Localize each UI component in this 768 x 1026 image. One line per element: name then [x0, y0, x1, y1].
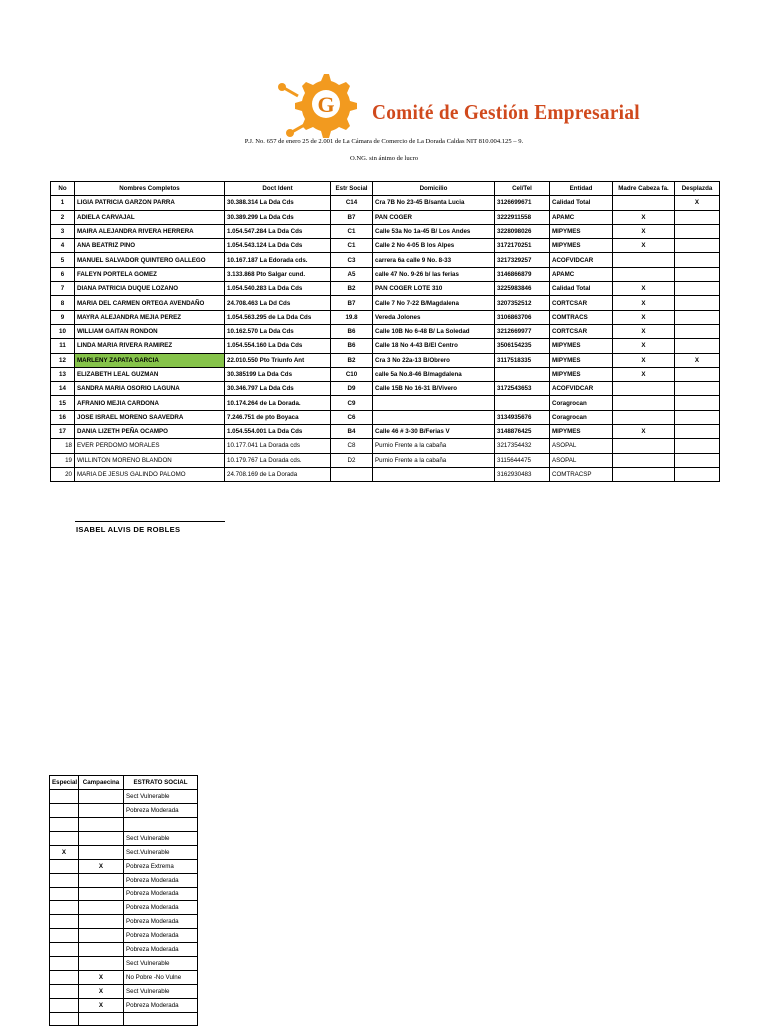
- table-cell: C10: [331, 367, 373, 381]
- table-cell: 10.167.187 La Edorada cds.: [225, 253, 331, 267]
- table-row: [51, 396, 720, 410]
- side-table-cell: Pobreza Moderada: [124, 873, 198, 887]
- table-cell: [613, 267, 675, 281]
- table-row: [51, 339, 720, 353]
- table-cell: calle 5a No.8-46 B/magdalena: [373, 367, 495, 381]
- side-table-cell: Pobreza Moderada: [124, 887, 198, 901]
- side-col-header: ESTRATO SOCIAL: [124, 776, 198, 790]
- table-cell: [613, 467, 675, 481]
- gear-logo-icon: [276, 66, 372, 140]
- side-header-row: [50, 776, 198, 790]
- table-cell: D2: [331, 453, 373, 467]
- side-table-row: [50, 943, 198, 957]
- table-cell: WILLINTON MORENO BLANDON: [75, 453, 225, 467]
- table-cell: [675, 367, 720, 381]
- table-header-row: [51, 182, 720, 196]
- table-row: [51, 439, 720, 453]
- side-table-cell: [50, 859, 79, 873]
- table-cell: Calle 46 # 3-30 B/Ferias V: [373, 425, 495, 439]
- table-cell: 8: [51, 296, 75, 310]
- side-table-row: [50, 845, 198, 859]
- side-table-cell: [79, 943, 124, 957]
- table-cell: 10.162.570 La Dda Cds: [225, 324, 331, 338]
- table-cell: 13: [51, 367, 75, 381]
- side-table-cell: [50, 970, 79, 984]
- side-table-row: [50, 915, 198, 929]
- signature-line: [75, 521, 225, 522]
- table-cell: MIPYMES: [550, 239, 613, 253]
- table-row: [51, 382, 720, 396]
- side-table-cell: [50, 887, 79, 901]
- table-cell: JOSE ISRAEL MORENO SAAVEDRA: [75, 410, 225, 424]
- table-cell: Calidad Total: [550, 196, 613, 210]
- side-table-cell: [50, 818, 79, 832]
- side-table-cell: [79, 929, 124, 943]
- table-cell: MARIA DE JESUS GALINDO PALOMO: [75, 467, 225, 481]
- table-cell: [373, 410, 495, 424]
- table-row: [51, 467, 720, 481]
- table-cell: C3: [331, 253, 373, 267]
- table-cell: 24.708.463 La Dd Cds: [225, 296, 331, 310]
- table-cell: [495, 367, 550, 381]
- table-cell: X: [613, 296, 675, 310]
- side-table-cell: X: [79, 984, 124, 998]
- table-row: [51, 239, 720, 253]
- table-cell: 22.010.550 Pto Triunfo Ant: [225, 353, 331, 367]
- col-header: Nombres Completos: [75, 182, 225, 196]
- table-cell: [675, 324, 720, 338]
- table-cell: 15: [51, 396, 75, 410]
- table-cell: [675, 310, 720, 324]
- svg-text:G: G: [317, 92, 335, 117]
- table-cell: ACOFVIDCAR: [550, 253, 613, 267]
- side-table-cell: [79, 956, 124, 970]
- side-table-cell: [79, 818, 124, 832]
- table-cell: 3506154235: [495, 339, 550, 353]
- table-cell: 1.054.563.295 de La Dda Cds: [225, 310, 331, 324]
- side-table-cell: X: [79, 859, 124, 873]
- table-cell: 16: [51, 410, 75, 424]
- table-cell: MAYRA ALEJANDRA MEJIA PEREZ: [75, 310, 225, 324]
- table-cell: Cra 7B No 23-45 B/santa Lucia: [373, 196, 495, 210]
- table-cell: 3172170251: [495, 239, 550, 253]
- table-cell: ELIZABETH LEAL GUZMAN: [75, 367, 225, 381]
- col-header: Entidad: [550, 182, 613, 196]
- members-table: [50, 181, 720, 482]
- table-cell: DIANA PATRICIA DUQUE LOZANO: [75, 282, 225, 296]
- side-table-cell: [50, 901, 79, 915]
- side-table-cell: No Pobre -No Vulne: [124, 970, 198, 984]
- side-table-row: [50, 790, 198, 804]
- table-cell: 1.054.540.283 La Dda Cds: [225, 282, 331, 296]
- table-cell: X: [613, 210, 675, 224]
- table-cell: B6: [331, 324, 373, 338]
- table-cell: [675, 282, 720, 296]
- table-cell: 3228098026: [495, 224, 550, 238]
- estrato-table: [49, 775, 198, 1026]
- table-cell: [675, 396, 720, 410]
- table-cell: X: [613, 353, 675, 367]
- table-cell: [613, 253, 675, 267]
- table-cell: Calle 15B No 16-31 B/Vivero: [373, 382, 495, 396]
- table-row: [51, 410, 720, 424]
- side-table-cell: [50, 943, 79, 957]
- side-table-cell: [50, 998, 79, 1012]
- table-cell: X: [675, 196, 720, 210]
- side-table-cell: [50, 873, 79, 887]
- side-col-header: Campaecina: [79, 776, 124, 790]
- table-cell: AFRANIO MEJIA CARDONA: [75, 396, 225, 410]
- table-cell: Calle 7 No 7-22 B/Magdalena: [373, 296, 495, 310]
- table-cell: B6: [331, 339, 373, 353]
- table-cell: 10: [51, 324, 75, 338]
- table-cell: carrera 6a calle 9 No. 8-33: [373, 253, 495, 267]
- table-cell: A5: [331, 267, 373, 281]
- side-table-cell: Sect Vulnerable: [124, 790, 198, 804]
- side-table-cell: X: [79, 998, 124, 1012]
- side-table-cell: [50, 984, 79, 998]
- table-cell: [373, 467, 495, 481]
- table-cell: ANA BEATRIZ PINO: [75, 239, 225, 253]
- table-row: [51, 210, 720, 224]
- table-cell: 30.385199 La Dda Cds: [225, 367, 331, 381]
- table-cell: 1.054.554.001 La Dda Cds: [225, 425, 331, 439]
- table-cell: 3225983846: [495, 282, 550, 296]
- table-cell: [613, 396, 675, 410]
- table-cell: Calle 18 No 4-43 B/El Centro: [373, 339, 495, 353]
- table-cell: C1: [331, 224, 373, 238]
- table-cell: 3207352512: [495, 296, 550, 310]
- table-cell: 3: [51, 224, 75, 238]
- table-cell: [675, 267, 720, 281]
- table-cell: 19: [51, 453, 75, 467]
- table-cell: EVER PERDOMO MORALES: [75, 439, 225, 453]
- table-cell: Coragrocan: [550, 396, 613, 410]
- table-cell: 3106863706: [495, 310, 550, 324]
- table-cell: 1: [51, 196, 75, 210]
- table-cell: [675, 224, 720, 238]
- table-cell: ASOPAL: [550, 453, 613, 467]
- table-cell: Calle 10B No 6-48 B/ La Soledad: [373, 324, 495, 338]
- side-table-row: [50, 831, 198, 845]
- table-cell: COMTRACSP: [550, 467, 613, 481]
- table-cell: 2: [51, 210, 75, 224]
- table-cell: [613, 439, 675, 453]
- table-cell: 4: [51, 239, 75, 253]
- side-table-cell: Pobreza Moderada: [124, 915, 198, 929]
- table-cell: [675, 467, 720, 481]
- table-cell: [373, 396, 495, 410]
- side-table-row: [50, 970, 198, 984]
- side-table-cell: [79, 873, 124, 887]
- table-cell: [675, 339, 720, 353]
- table-cell: 3172543653: [495, 382, 550, 396]
- table-cell: Calidad Total: [550, 282, 613, 296]
- table-cell: 30.388.314 La Dda Cds: [225, 196, 331, 210]
- table-cell: C14: [331, 196, 373, 210]
- col-header: Domicilio: [373, 182, 495, 196]
- table-cell: D9: [331, 382, 373, 396]
- side-table-row: [50, 804, 198, 818]
- side-table-row: [50, 887, 198, 901]
- col-header: No: [51, 182, 75, 196]
- table-cell: 20: [51, 467, 75, 481]
- side-table-cell: Pobreza Moderada: [124, 943, 198, 957]
- table-cell: MIPYMES: [550, 339, 613, 353]
- table-cell: 17: [51, 425, 75, 439]
- side-table-cell: [79, 790, 124, 804]
- table-cell: 7.246.751 de pto Boyaca: [225, 410, 331, 424]
- col-header: Desplazda: [675, 182, 720, 196]
- org-title: Comité de Gestión Empresarial: [372, 100, 640, 124]
- table-row: [51, 282, 720, 296]
- table-cell: Cra 3 No 22a-13 B/Obrero: [373, 353, 495, 367]
- table-row: [51, 224, 720, 238]
- table-cell: [613, 196, 675, 210]
- table-cell: 18: [51, 439, 75, 453]
- table-cell: C1: [331, 239, 373, 253]
- side-table-cell: [50, 790, 79, 804]
- side-table-cell: Pobreza Moderada: [124, 929, 198, 943]
- table-cell: MARIA DEL CARMEN ORTEGA AVENDAÑO: [75, 296, 225, 310]
- table-cell: 3115644475: [495, 453, 550, 467]
- table-cell: 3126699671: [495, 196, 550, 210]
- ong-line: O.NG. sin ánimo de lucro: [349, 155, 419, 162]
- table-cell: 10.177.041 La Dorada cds: [225, 439, 331, 453]
- side-table-cell: Pobreza Moderada: [124, 804, 198, 818]
- table-cell: 24.708.169 de La Dorada: [225, 467, 331, 481]
- table-cell: [675, 439, 720, 453]
- table-cell: FALEYN PORTELA GOMEZ: [75, 267, 225, 281]
- side-table-cell: Sect Vulnerable: [124, 984, 198, 998]
- table-cell: Purnio Frente a la cabaña: [373, 439, 495, 453]
- table-cell: LINDA MARIA RIVERA RAMIREZ: [75, 339, 225, 353]
- legal-line: P.J. No. 657 de enero 25 de 2.001 de La Cámara de Comercio de La Dorada Caldas NIT 810.004.125 – 9.: [244, 138, 524, 145]
- side-table-row: [50, 998, 198, 1012]
- table-cell: 10.174.264 de La Dorada.: [225, 396, 331, 410]
- side-table-cell: Sect.Vulnerable: [124, 845, 198, 859]
- table-cell: SANDRA MARIA OSORIO LAGUNA: [75, 382, 225, 396]
- table-cell: 3162930483: [495, 467, 550, 481]
- table-cell: 1.054.547.284 La Dda Cds: [225, 224, 331, 238]
- table-row: [51, 267, 720, 281]
- table-cell: [675, 239, 720, 253]
- table-cell: [613, 453, 675, 467]
- table-cell: 3.133.868 Pto Salgar cund.: [225, 267, 331, 281]
- table-cell: [675, 425, 720, 439]
- table-cell: WILLIAM GAITAN RONDON: [75, 324, 225, 338]
- table-row: [51, 367, 720, 381]
- table-cell: 3217329257: [495, 253, 550, 267]
- signature-name: ISABEL ALVIS DE ROBLES: [76, 525, 181, 534]
- side-table-cell: Pobreza Extrema: [124, 859, 198, 873]
- table-cell: 14: [51, 382, 75, 396]
- table-cell: 19.8: [331, 310, 373, 324]
- table-cell: Calle 2 No 4-05 B los Alpes: [373, 239, 495, 253]
- table-cell: APAMC: [550, 267, 613, 281]
- table-row: [51, 425, 720, 439]
- side-table-cell: [79, 901, 124, 915]
- side-table-row: [50, 859, 198, 873]
- table-cell: MAIRA ALEJANDRA RIVERA HERRERA: [75, 224, 225, 238]
- table-cell: calle 47 No. 9-26 b/ las ferias: [373, 267, 495, 281]
- side-table-cell: [50, 804, 79, 818]
- side-table-cell: [79, 831, 124, 845]
- table-cell: CORTCSAR: [550, 296, 613, 310]
- side-table-cell: [79, 915, 124, 929]
- table-cell: [675, 253, 720, 267]
- table-cell: APAMC: [550, 210, 613, 224]
- side-table-row: [50, 984, 198, 998]
- side-table-row: [50, 956, 198, 970]
- side-table-cell: X: [79, 970, 124, 984]
- side-table-row: [50, 929, 198, 943]
- table-cell: 9: [51, 310, 75, 324]
- table-cell: MIPYMES: [550, 224, 613, 238]
- table-cell: C6: [331, 410, 373, 424]
- table-cell: COMTRACS: [550, 310, 613, 324]
- table-cell: X: [613, 310, 675, 324]
- table-cell: 3212669977: [495, 324, 550, 338]
- table-cell: 3146866879: [495, 267, 550, 281]
- table-cell: X: [613, 425, 675, 439]
- table-cell: X: [613, 282, 675, 296]
- side-table-cell: [50, 929, 79, 943]
- table-cell: MIPYMES: [550, 425, 613, 439]
- table-cell: [675, 210, 720, 224]
- col-header: Cel/Tel: [495, 182, 550, 196]
- side-table-cell: [124, 818, 198, 832]
- table-row: [51, 324, 720, 338]
- table-cell: [613, 410, 675, 424]
- side-table-cell: [79, 804, 124, 818]
- table-cell: [675, 382, 720, 396]
- table-cell: 12: [51, 353, 75, 367]
- side-table-row: [50, 818, 198, 832]
- table-cell: [331, 467, 373, 481]
- table-cell: CORTCSAR: [550, 324, 613, 338]
- table-cell: ACOFVIDCAR: [550, 382, 613, 396]
- table-cell: B7: [331, 210, 373, 224]
- table-row: [51, 253, 720, 267]
- side-table-row: [50, 873, 198, 887]
- table-cell: X: [613, 224, 675, 238]
- table-cell: [675, 296, 720, 310]
- col-header: Madre Cabeza fa.: [613, 182, 675, 196]
- table-cell: MIPYMES: [550, 367, 613, 381]
- table-cell: X: [613, 339, 675, 353]
- table-cell: 3134935676: [495, 410, 550, 424]
- side-table-cell: [79, 887, 124, 901]
- table-cell: C9: [331, 396, 373, 410]
- side-table-cell: Sect Vulnerable: [124, 831, 198, 845]
- table-row: [51, 296, 720, 310]
- table-cell: 1.054.554.160 La Dda Cds: [225, 339, 331, 353]
- table-cell: ASOPAL: [550, 439, 613, 453]
- col-header: Estr Social: [331, 182, 373, 196]
- side-table-cell: [50, 956, 79, 970]
- table-cell: B2: [331, 282, 373, 296]
- table-cell: 30.346.797 La Dda Cds: [225, 382, 331, 396]
- table-cell: B4: [331, 425, 373, 439]
- table-cell: MARLENY ZAPATA GARCIA: [75, 353, 225, 367]
- col-header: Doct Ident: [225, 182, 331, 196]
- table-cell: B2: [331, 353, 373, 367]
- table-cell: MANUEL SALVADOR QUINTERO GALLEGO: [75, 253, 225, 267]
- table-cell: B7: [331, 296, 373, 310]
- table-cell: [675, 453, 720, 467]
- table-cell: 7: [51, 282, 75, 296]
- side-table-cell: Sect Vulnerable: [124, 956, 198, 970]
- side-table-cell: Pobreza Moderada: [124, 998, 198, 1012]
- table-cell: MIPYMES: [550, 353, 613, 367]
- table-cell: [495, 396, 550, 410]
- table-cell: 6: [51, 267, 75, 281]
- side-table-cell: [50, 915, 79, 929]
- side-table-cell: [50, 831, 79, 845]
- table-cell: 5: [51, 253, 75, 267]
- table-cell: 30.389.299 La Dda Cds: [225, 210, 331, 224]
- table-cell: PAN COGER: [373, 210, 495, 224]
- side-col-header: Especial: [50, 776, 79, 790]
- table-cell: C8: [331, 439, 373, 453]
- table-cell: [675, 410, 720, 424]
- table-cell: X: [613, 324, 675, 338]
- table-cell: 11: [51, 339, 75, 353]
- table-row: [51, 353, 720, 367]
- table-cell: 3222911558: [495, 210, 550, 224]
- table-cell: [613, 382, 675, 396]
- table-cell: Vereda Jolones: [373, 310, 495, 324]
- table-row: [51, 196, 720, 210]
- table-cell: Purnio Frente a la cabaña: [373, 453, 495, 467]
- table-cell: 3117518335: [495, 353, 550, 367]
- table-cell: X: [613, 239, 675, 253]
- table-cell: Coragrocan: [550, 410, 613, 424]
- table-cell: 10.179.767 La Dorada cds.: [225, 453, 331, 467]
- table-cell: DANIA LIZETH PEÑA OCAMPO: [75, 425, 225, 439]
- side-table-row: [50, 901, 198, 915]
- side-table-cell: Pobreza Moderada: [124, 901, 198, 915]
- table-cell: X: [613, 367, 675, 381]
- table-cell: 3217354432: [495, 439, 550, 453]
- table-cell: ADIELA CARVAJAL: [75, 210, 225, 224]
- table-cell: 3148876425: [495, 425, 550, 439]
- table-cell: X: [675, 353, 720, 367]
- table-row: [51, 453, 720, 467]
- table-cell: PAN COGER LOTE 310: [373, 282, 495, 296]
- table-cell: LIGIA PATRICIA GARZON PARRA: [75, 196, 225, 210]
- side-table-cell: X: [50, 845, 79, 859]
- table-row: [51, 310, 720, 324]
- side-table-cell: [79, 845, 124, 859]
- table-cell: 1.054.543.124 La Dda Cds: [225, 239, 331, 253]
- table-cell: Calle 53a No 1a-45 B/ Los Andes: [373, 224, 495, 238]
